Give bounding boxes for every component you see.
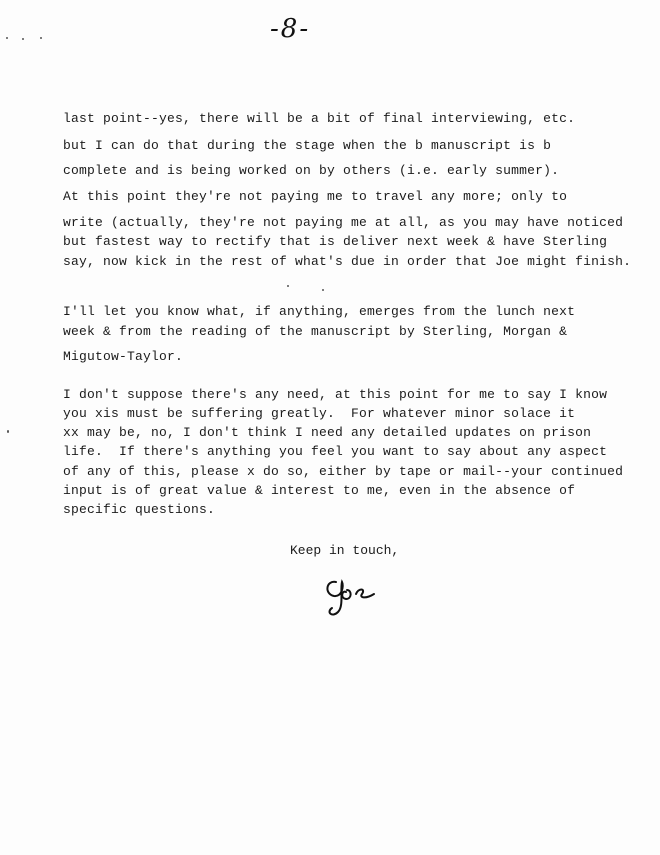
margin-speck (22, 38, 24, 40)
text-line: At this point they're not paying me to travel any more; only to (63, 189, 568, 204)
handwritten-signature (322, 568, 392, 618)
text-line: of any of this, please x do so, either by tape or mail--your continued (63, 464, 624, 479)
text-line: specific questions. (63, 502, 216, 517)
text-line: you xis must be suffering greatly. For whatever minor solace it (63, 406, 576, 421)
margin-speck (7, 430, 9, 433)
margin-speck (6, 37, 8, 39)
text-line: last point--yes, there will be a bit of final interviewing, etc. (63, 111, 576, 126)
margin-speck (287, 285, 289, 287)
margin-speck (40, 37, 42, 39)
text-line: complete and is being worked on by others (i.e. early summer). (63, 163, 560, 178)
text-line: but I can do that during the stage when the b manuscript is b (63, 138, 552, 153)
text-line: xx may be, no, I don't think I need any detailed updates on prison (63, 425, 592, 440)
margin-speck (322, 289, 324, 291)
text-line: week & from the reading of the manuscript by Sterling, Morgan & (63, 324, 568, 339)
text-line: write (actually, they're not paying me at all, as you may have noticed (63, 215, 624, 230)
page-number: -8- (270, 14, 311, 44)
text-line: say, now kick in the rest of what's due in order that Joe might finish. (63, 254, 632, 269)
text-line: but fastest way to rectify that is deliver next week & have Sterling (63, 234, 608, 249)
text-line: Migutow-Taylor. (63, 349, 184, 364)
closing: Keep in touch, (290, 543, 400, 558)
text-line: I don't suppose there's any need, at this point for me to say I know (63, 387, 608, 402)
text-line: life. If there's anything you feel you want to say about any aspect (63, 444, 608, 459)
text-line: I'll let you know what, if anything, emerges from the lunch next (63, 304, 576, 319)
text-line: input is of great value & interest to me, even in the absence of (63, 483, 576, 498)
